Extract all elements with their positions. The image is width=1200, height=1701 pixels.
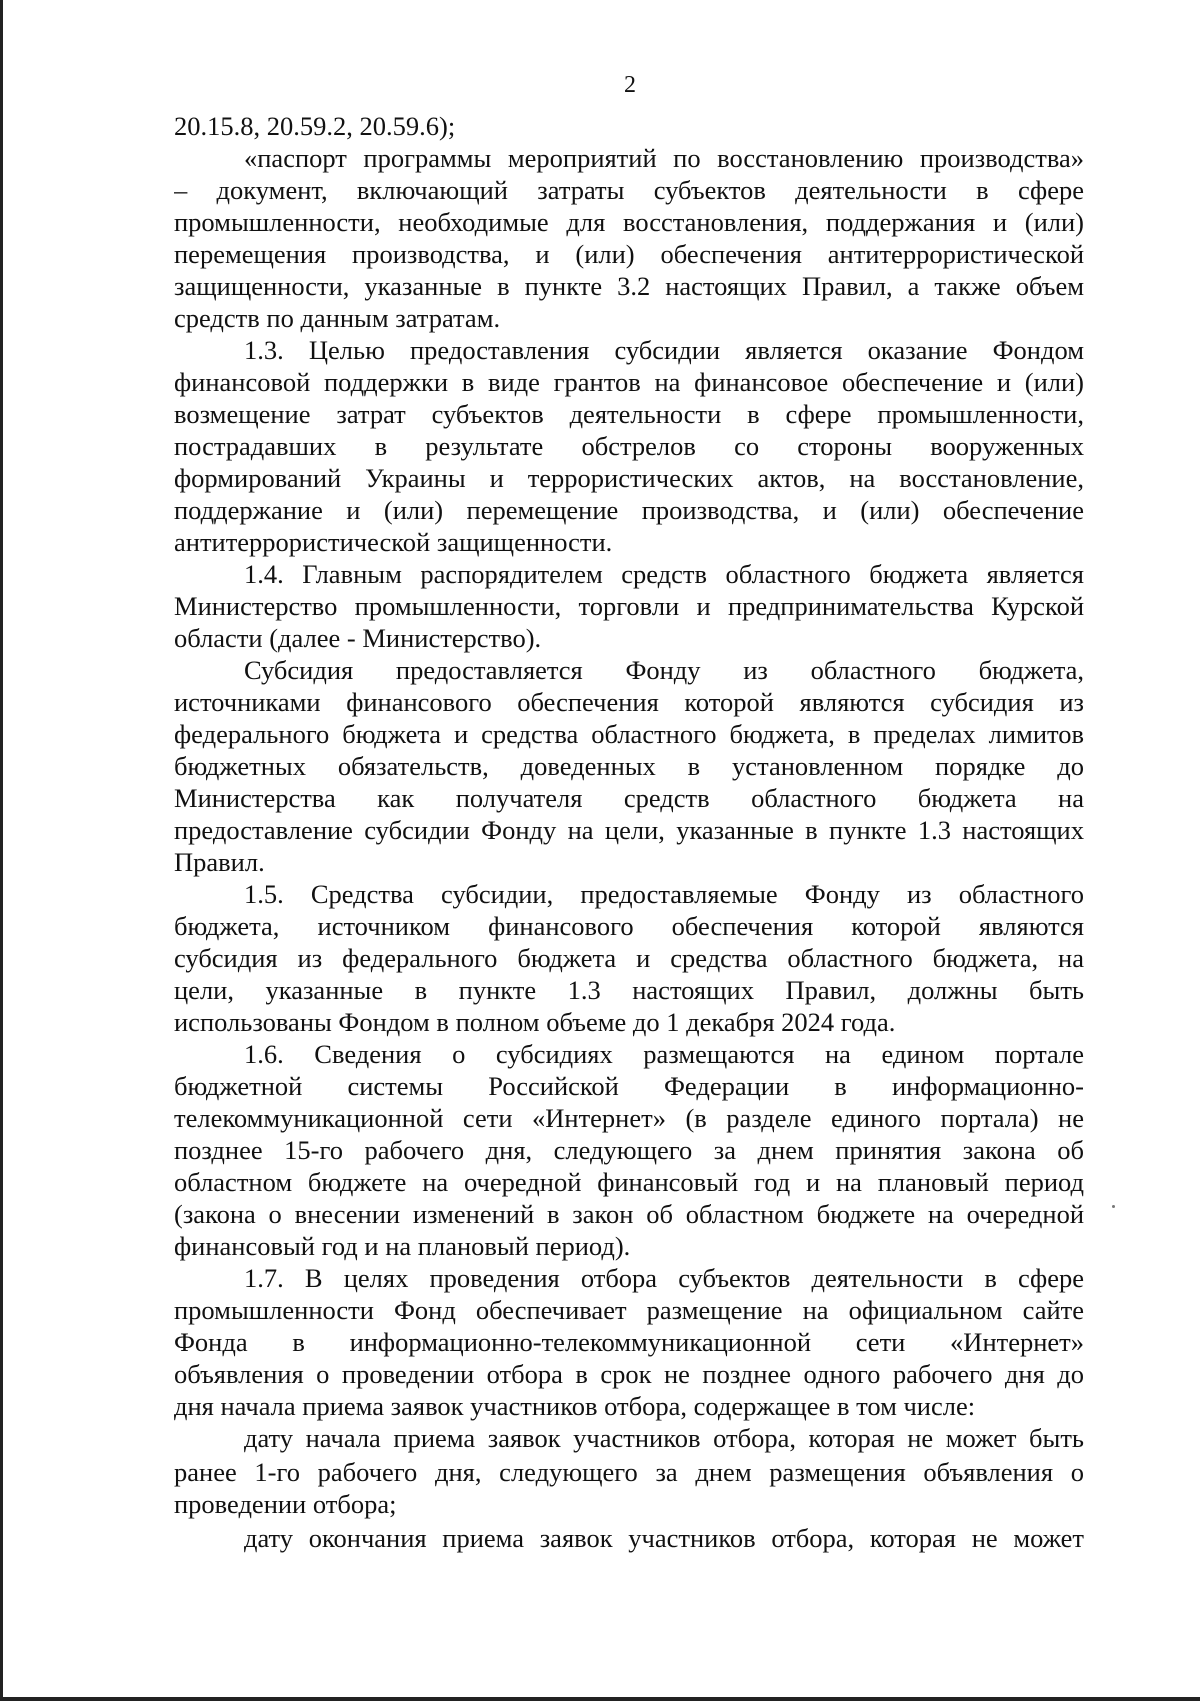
document-body xyxy=(174,110,1084,1554)
text-line: средств по данным затратам. xyxy=(174,303,501,333)
text-line: Субсидия предоставляется Фонду из областного бюджета, xyxy=(244,655,1084,685)
text-line: 1.7. В целях проведения отбора субъектов деятельности в сфере xyxy=(244,1263,1084,1293)
text-line: 1.4. Главным распорядителем средств областного бюджета является xyxy=(244,559,1084,589)
text-line: финансовой поддержки в виде грантов на финансовое обеспечение и (или) xyxy=(174,367,1084,397)
text-line: пострадавших в результате обстрелов со стороны вооруженных xyxy=(174,431,1084,461)
text-line: Министерство промышленности, торговли и предпринимательства Курской xyxy=(174,591,1084,621)
text-line: дату окончания приема заявок участников отбора, которая не может xyxy=(244,1523,1084,1553)
text-line: областном бюджете на очередной финансовый год и на плановый период xyxy=(174,1167,1084,1197)
text-line: источниками финансового обеспечения которой являются субсидия из xyxy=(174,687,1084,717)
text-line: 1.5. Средства субсидии, предоставляемые Фонду из областного xyxy=(244,879,1084,909)
text-line: формирований Украины и террористических актов, на восстановление, xyxy=(174,463,1084,493)
scan-speck xyxy=(1112,1205,1115,1208)
text-line: 1.3. Целью предоставления субсидии является оказание Фондом xyxy=(244,335,1084,365)
text-line: бюджетной системы Российской Федерации в информационно- xyxy=(174,1071,1084,1101)
text-line: ранее 1-го рабочего дня, следующего за днем размещения объявления о xyxy=(174,1457,1084,1487)
text-line: перемещения производства, и (или) обеспечения антитеррористической xyxy=(174,239,1084,269)
scan-edge-bottom xyxy=(0,1697,1200,1701)
text-line: поддержание и (или) перемещение производства, и (или) обеспечение xyxy=(174,495,1084,525)
text-line: проведении отбора; xyxy=(174,1489,397,1519)
text-line: цели, указанные в пункте 1.3 настоящих Правил, должны быть xyxy=(174,975,1084,1005)
text-line: дату начала приема заявок участников отбора, которая не может быть xyxy=(244,1423,1084,1453)
text-line: позднее 15-го рабочего дня, следующего за днем принятия закона об xyxy=(174,1135,1084,1165)
text-line: финансовый год и на плановый период). xyxy=(174,1231,631,1261)
text-line: Правил. xyxy=(174,847,265,877)
text-line: промышленности Фонд обеспечивает размещение на официальном сайте xyxy=(174,1295,1084,1325)
text-line: возмещение затрат субъектов деятельности в сфере промышленности, xyxy=(174,399,1084,429)
text-line: Фонда в информационно-телекоммуникационной сети «Интернет» xyxy=(174,1327,1084,1357)
text-line: 1.6. Сведения о субсидиях размещаются на едином портале xyxy=(244,1039,1084,1069)
text-line: – документ, включающий затраты субъектов деятельности в сфере xyxy=(174,175,1084,205)
text-line: «паспорт программы мероприятий по восстановлению производства» xyxy=(244,143,1084,173)
text-line: защищенности, указанные в пункте 3.2 настоящих Правил, а также объем xyxy=(174,271,1084,301)
text-line: федерального бюджета и средства областного бюджета, в пределах лимитов xyxy=(174,719,1084,749)
text-line: дня начала приема заявок участников отбора, содержащее в том числе: xyxy=(174,1391,976,1421)
text-line: субсидия из федерального бюджета и средства областного бюджета, на xyxy=(174,943,1084,973)
text-line: Министерства как получателя средств областного бюджета на xyxy=(174,783,1084,813)
text-line: 20.15.8, 20.59.2, 20.59.6); xyxy=(174,111,456,141)
text-line: бюджетных обязательств, доведенных в установленном порядке до xyxy=(174,751,1084,781)
text-line: антитеррористической защищенности. xyxy=(174,527,613,557)
text-line: промышленности, необходимые для восстановления, поддержания и (или) xyxy=(174,207,1084,237)
text-line: объявления о проведении отбора в срок не позднее одного рабочего дня до xyxy=(174,1359,1084,1389)
text-line: (закона о внесении изменений в закон об областном бюджете на очередной xyxy=(174,1199,1084,1229)
text-line: использованы Фондом в полном объеме до 1 декабря 2024 года. xyxy=(174,1007,896,1037)
page-number: 2 xyxy=(624,72,636,98)
text-line: телекоммуникационной сети «Интернет» (в разделе единого портала) не xyxy=(174,1103,1084,1133)
text-line: области (далее - Министерство). xyxy=(174,623,542,653)
text-line: предоставление субсидии Фонду на цели, указанные в пункте 1.3 настоящих xyxy=(174,815,1084,845)
text-line: бюджета, источником финансового обеспечения которой являются xyxy=(174,911,1084,941)
scan-edge-left xyxy=(0,0,3,1701)
